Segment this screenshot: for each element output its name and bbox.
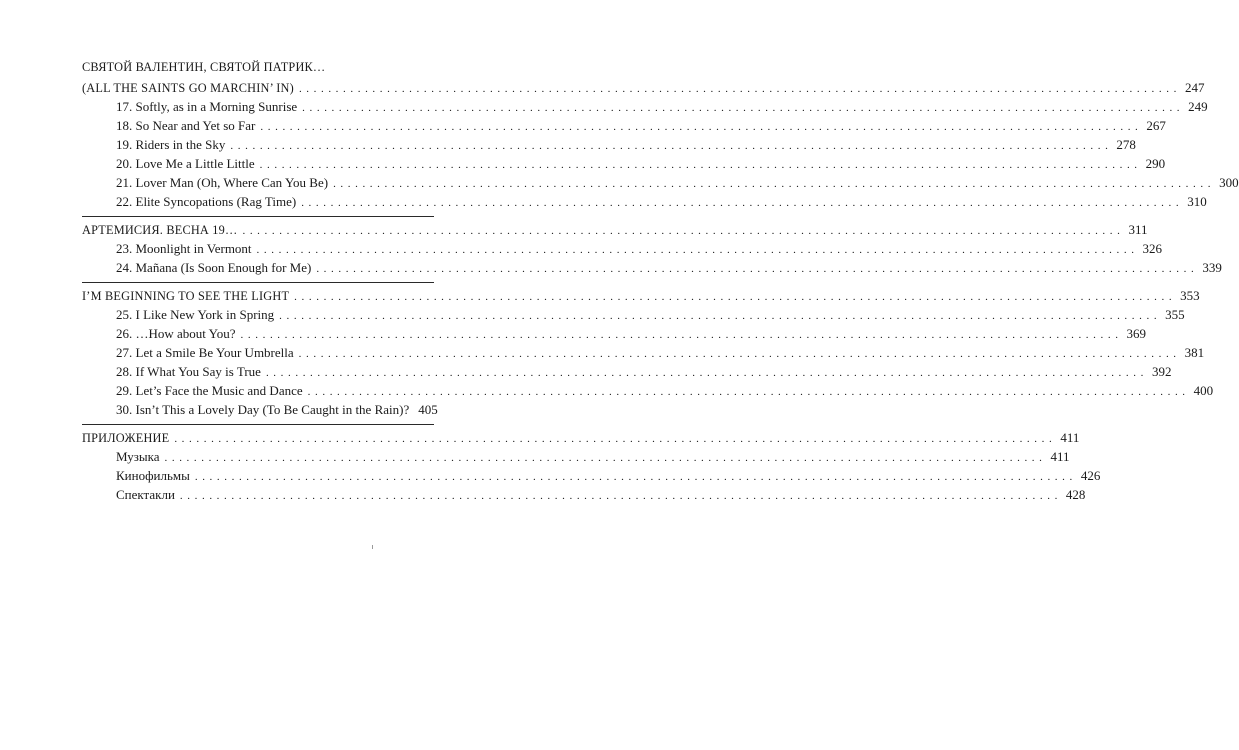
page-number: 300	[1219, 175, 1239, 190]
table-of-contents	[82, 58, 1239, 509]
section-title: ПРИЛОЖЕНИЕ	[82, 431, 170, 445]
entry-title: 28. If What You Say is True	[116, 364, 261, 379]
entry-title: 29. Let’s Face the Music and Dance	[116, 383, 303, 398]
dot-leader: ........................................................................................................................	[260, 121, 1143, 133]
dot-leader: ........................................................................................................................	[307, 386, 1190, 398]
toc-entry	[82, 466, 1101, 485]
dot-leader: ........................................................................................................................	[302, 102, 1185, 114]
entry-title: 20. Love Me a Little Little	[116, 156, 255, 171]
entry-title: 21. Lover Man (Oh, Where Can You Be)	[116, 175, 329, 190]
toc-entry	[82, 135, 1136, 154]
section-heading	[82, 78, 1205, 97]
dot-leader: ........................................................................................................................	[316, 263, 1199, 275]
dot-leader: ........................................................................................................................	[259, 159, 1142, 171]
entry-title: 26. …How about You?	[116, 326, 236, 341]
page-number: 381	[1184, 345, 1205, 360]
toc-entry	[82, 258, 1222, 277]
page-number: 267	[1146, 118, 1166, 133]
page-number: 426	[1080, 468, 1101, 483]
toc-entry	[82, 343, 1205, 362]
page-number: 411	[1060, 430, 1080, 445]
section-title: СВЯТОЙ ВАЛЕНТИН, СВЯТОЙ ПАТРИК…	[82, 60, 326, 74]
page-number: 411	[1050, 449, 1070, 464]
entry-title: 30. Isn’t This a Lovely Day (To Be Caught in the Rain)?	[116, 402, 410, 417]
toc-entry	[82, 400, 438, 419]
dot-leader: ........................................................................................................................	[164, 452, 1047, 464]
page-number: 326	[1142, 241, 1163, 256]
toc-section	[82, 58, 1239, 216]
page-number: 247	[1184, 80, 1205, 95]
dot-leader: ........................................................................................................................	[298, 83, 1181, 95]
dot-leader: ........................................................................................................................	[265, 367, 1148, 379]
toc-entry	[82, 324, 1147, 343]
dot-leader: ........................................................................................................................	[333, 178, 1216, 190]
toc-entry	[82, 173, 1239, 192]
dot-leader: ........................................................................................................................	[194, 471, 1077, 483]
page-number: 400	[1193, 383, 1214, 398]
dot-leader: ........................................................................................................................	[242, 225, 1125, 237]
section-heading	[82, 286, 1200, 305]
toc-entry	[82, 485, 1086, 504]
dot-leader: ........................................................................................................................	[279, 310, 1162, 322]
dot-leader: ........................................................................................................................	[174, 433, 1057, 445]
section-title: I’M BEGINNING TO SEE THE LIGHT	[82, 289, 290, 303]
page-number: 353	[1180, 288, 1200, 303]
section-title: АРТЕМИСИЯ. ВЕСНА 19…	[82, 223, 238, 237]
section-heading	[82, 58, 434, 78]
toc-entry	[82, 362, 1172, 381]
dot-leader: ........................................................................................................................	[179, 490, 1062, 502]
entry-title: Спектакли	[116, 487, 175, 502]
page-number: 311	[1128, 222, 1148, 237]
page-number: 290	[1145, 156, 1166, 171]
section-title: (ALL THE SAINTS GO MARCHIN’ IN)	[82, 81, 294, 95]
page-number: 355	[1165, 307, 1185, 322]
page-number: 278	[1116, 137, 1136, 152]
toc-section	[82, 216, 1222, 282]
dot-leader: ........................................................................................................................	[301, 197, 1184, 209]
entry-title: 27. Let a Smile Be Your Umbrella	[116, 345, 294, 360]
dot-leader: ........................................................................................................................	[294, 291, 1177, 303]
section-heading	[82, 428, 1080, 447]
paper-speck	[372, 545, 373, 549]
entry-title: 19. Riders in the Sky	[116, 137, 226, 152]
toc-section	[82, 282, 1214, 424]
toc-entry	[82, 192, 1207, 211]
page-number: 339	[1202, 260, 1222, 275]
entry-title: 24. Mañana (Is Soon Enough for Me)	[116, 260, 312, 275]
entry-title: Музыка	[116, 449, 160, 464]
entry-title: Кинофильмы	[116, 468, 190, 483]
toc-entry	[82, 305, 1185, 324]
toc-entry	[82, 116, 1166, 135]
page-number: 428	[1065, 487, 1086, 502]
toc-entry	[82, 154, 1166, 173]
dot-leader: ........................................................................................................................	[240, 329, 1123, 341]
entry-title: 17. Softly, as in a Morning Sunrise	[116, 99, 298, 114]
dot-leader: ........................................................................................................................	[230, 140, 1113, 152]
page-number: 369	[1126, 326, 1147, 341]
dot-leader: ........................................................................................................................	[298, 348, 1181, 360]
toc-entry	[82, 239, 1163, 258]
entry-title: 22. Elite Syncopations (Rag Time)	[116, 194, 297, 209]
dot-leader: ........................................................................................................................	[256, 244, 1139, 256]
toc-entry	[82, 447, 1070, 466]
page-number: 310	[1187, 194, 1207, 209]
entry-title: 25. I Like New York in Spring	[116, 307, 275, 322]
section-heading	[82, 220, 1148, 239]
page-number: 405	[418, 402, 438, 417]
toc-entry	[82, 381, 1214, 400]
page-number: 392	[1151, 364, 1172, 379]
toc-entry	[82, 97, 1208, 116]
entry-title: 18. So Near and Yet so Far	[116, 118, 256, 133]
page-number: 249	[1188, 99, 1208, 114]
entry-title: 23. Moonlight in Vermont	[116, 241, 252, 256]
toc-section	[82, 424, 1101, 509]
